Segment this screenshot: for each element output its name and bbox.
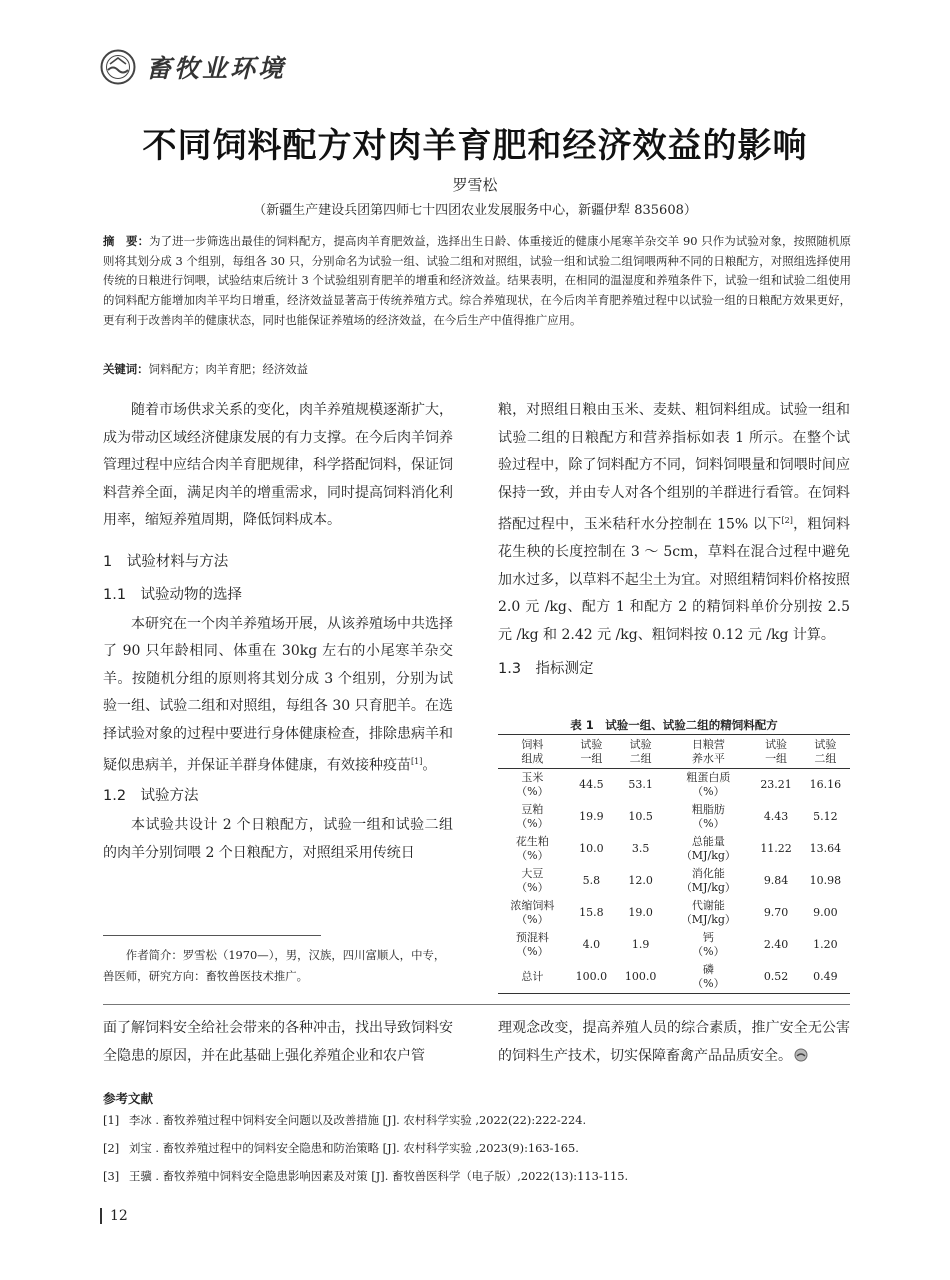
continued-right-column [498, 1015, 850, 1070]
table-cell: 10.5 [628, 810, 653, 823]
table-cell: 10.98 [809, 874, 842, 887]
intro-paragraph: 随着市场供求关系的变化，肉羊养殖规模逐渐扩大，成为带动区域经济健康发展的有力支撑。在今后肉羊饲养管理过程中应结合肉羊育肥规律，科学搭配饲料，保证饲料营养全面，满足肉羊的增重需求，同时提高饲料消化利用率，缩短养殖周期，降低饲料成本。 [103, 402, 453, 528]
table-cell: 0.49 [813, 970, 838, 983]
section-1-2-paragraph-cont [498, 397, 850, 649]
feed-formula-table [498, 734, 850, 994]
table-cell: 粗脂肪 （%） [691, 803, 725, 830]
table-row [498, 833, 850, 865]
table-row [498, 769, 850, 802]
keywords-text: 饲料配方；肉羊育肥；经济效益 [148, 362, 309, 376]
body-right-column [498, 397, 850, 689]
table-cell: 花生粕 （%） [515, 835, 549, 862]
section-1-1-text: 本研究在一个肉羊养殖场开展，从该养殖场中共选择了 90 只年龄相同、体重在 30kg 左右的小尾寒羊杂交羊。按随机分组的原则将其划分成 3 个组别，分别为试验一组、试验二组和对照组，每组各 30 只育肥羊。在选择试验对象的过程中要进行身体健康检查，排除患病羊和疑似患病羊，并保证羊群身体健康，有效接种疫苗 [103, 615, 453, 774]
table-cell: 100.0 [575, 970, 608, 983]
table-cell: 9.00 [813, 906, 838, 919]
table-cell: 11.22 [760, 842, 792, 855]
journal-logo [100, 46, 400, 88]
author-affiliation: （新疆生产建设兵团第四师七十四团农业发展服务中心，新疆伊犁 835608） [253, 203, 697, 218]
page-number-text: 12 [110, 1208, 128, 1224]
table-cell: 1.20 [813, 938, 838, 951]
table-cell: 2.40 [763, 938, 789, 951]
section-1-2-text-b: 粮，对照组日粮由玉米、麦麸、粗饲料组成。试验一组和试验二组的日粮配方和营养指标如表 1 所示。在整个试验过程中，除了饲料配方不同，饲料饲喂量和饲喂时间应保持一致，并由专人对各个组别的羊群进行看管。在饲料搭配过程中，玉米秸秆水分控制在 15% 以下 [498, 402, 850, 533]
section-1-1-end: 。 [422, 757, 437, 774]
table-cell: 15.8 [579, 906, 604, 919]
article-title: 不同饲料配方对肉羊育肥和经济效益的影响 [142, 126, 808, 166]
table-cell: 3.5 [631, 842, 650, 855]
section-1-1-heading: 1.1 试验动物的选择 [103, 586, 243, 603]
section-1-3-heading: 1.3 指标测定 [498, 661, 594, 678]
table-header-row [498, 735, 850, 769]
citation-2: [2] [781, 516, 793, 525]
reference-number: [3] [103, 1169, 120, 1183]
table-cell: 4.0 [582, 938, 601, 951]
reference-text: 刘宝 . 畜牧养殖过程中的饲料安全隐患和防治策略 [J]. 农村科学实验 ,2023(9):163-165. [129, 1141, 579, 1155]
table-caption: 表 1 试验一组、试验二组的精饲料配方 [570, 718, 778, 732]
journal-name: 畜牧业环境 [146, 54, 287, 83]
page-divider [103, 1004, 850, 1005]
table-cell: 消化能 （MJ/kg） [680, 867, 736, 894]
table-cell: 53.1 [628, 778, 653, 791]
table-cell: 12.0 [628, 874, 653, 887]
journal-emblem-icon [100, 49, 136, 85]
table-cell: 19.9 [579, 810, 604, 823]
page-number [100, 1208, 128, 1224]
table-cell: 10.0 [579, 842, 604, 855]
section-1-heading: 1 试验材料与方法 [103, 553, 229, 570]
table-cell: 13.64 [809, 842, 842, 855]
table-cell: 19.0 [628, 906, 653, 919]
table-cell: 100.0 [624, 970, 657, 983]
continued-right-text: 理观念改变，提高养殖人员的综合素质，推广安全无公害的饲料生产技术，切实保障畜禽产品品质安全。 [498, 1020, 850, 1064]
table-cell: 9.84 [763, 874, 789, 887]
header-cell: 试验 一组 [567, 735, 616, 769]
table-cell: 大豆 （%） [516, 867, 549, 894]
table-cell: 磷 （%） [692, 963, 725, 990]
header-cell: 试验 二组 [616, 735, 665, 769]
table-row [498, 897, 850, 929]
header-cell: 饲料 组成 [498, 735, 567, 769]
abstract-text: 为了进一步筛选出最佳的饲料配方，提高肉羊育肥效益，选择出生日龄、体重接近的健康小尾寒羊杂交羊 90 只作为试验对象，按照随机原则将其划分成 3 个组别，每组各 30 只，分别命名为试验一组、试验二组和对照组，试验一组和试验二组饲喂两种不同的日粮配方，对照组选择使用传统的日粮进行饲喂，试验结束后统计 3 个试验组别育肥羊的增重和经济效益。结果表明，在相同的温湿度和养殖条件下，试验一组和试验二组使用的饲料配方能增加肉羊平均日增重，经济效益显著高于传统养殖方式。综合养殖现状，在今后肉羊育肥养殖过程中以试验一组的日粮配方效果更好，更有利于改善肉羊的健康状态，同时也能保证养殖场的经济效益，在今后生产中值得推广应用。 [103, 234, 851, 327]
table-cell: 4.43 [763, 810, 789, 823]
page-number-bar [100, 1208, 102, 1224]
section-1-1-paragraph [103, 611, 453, 781]
reference-item [103, 1113, 850, 1141]
header-cell: 试验 二组 [801, 735, 850, 769]
table-cell: 1.9 [631, 938, 650, 951]
table-cell: 44.5 [579, 778, 604, 791]
table-cell: 5.8 [582, 874, 601, 887]
author-footnote: 作者简介：罗雪松（1970—），男，汉族，四川富顺人，中专，兽医师，研究方向：畜牧兽医技术推广。 [103, 948, 446, 983]
table-cell: 9.70 [763, 906, 789, 919]
footnote-divider [103, 935, 321, 936]
reference-number: [1] [103, 1113, 120, 1127]
continued-right-paragraph [498, 1015, 850, 1070]
keywords-label: 关键词： [103, 362, 149, 376]
body-left-column [103, 397, 453, 867]
table-row [498, 865, 850, 897]
table-row [498, 801, 850, 833]
abstract-label: 摘 要： [103, 234, 150, 248]
table-cell: 代谢能 （MJ/kg） [680, 899, 736, 926]
reference-item [103, 1169, 850, 1197]
table-cell: 5.12 [813, 810, 838, 823]
continued-left-column [103, 1015, 453, 1070]
table-cell: 玉米 （%） [516, 771, 549, 798]
reference-text: 李冰 . 畜牧养殖过程中饲料安全问题以及改善措施 [J]. 农村科学实验 ,2022(22):222-224. [129, 1113, 587, 1127]
reference-item [103, 1141, 850, 1169]
abstract [103, 232, 851, 331]
table-cell: 豆粕 （%） [516, 803, 549, 830]
table-cell: 0.52 [763, 970, 789, 983]
table-cell: 浓缩饲料 （%） [510, 899, 555, 926]
table-cell: 23.21 [760, 778, 792, 791]
header-cell: 日粮营 养水平 [665, 735, 751, 769]
keywords [103, 360, 851, 379]
article-end-icon [794, 1048, 808, 1062]
reference-text: 王骥 . 畜牧养殖中饲料安全隐患影响因素及对策 [J]. 畜牧兽医科学（电子版）,2022(13):113-115. [129, 1169, 629, 1183]
references-heading: 参考文献 [103, 1091, 154, 1106]
section-1-2-heading: 1.2 试验方法 [103, 788, 199, 805]
table-1 [498, 716, 850, 994]
table-row [498, 929, 850, 961]
section-1-2-text-c: ，粗饲料花生秧的长度控制在 3 ～ 5cm，草料在混合过程中避免加水过多，以草料不起尘土为宜。对照组精饲料价格按照 2.0 元 /kg、配方 1 和配方 2 的精饲料单价分别按 2.5 元 /kg 和 2.42 元 /kg、粗饲料按 0.12 元 /kg 计算。 [498, 516, 850, 643]
continued-left-text: 面了解饲料安全给社会带来的各种冲击，找出导致饲料安全隐患的原因，并在此基础上强化养殖企业和农户管 [103, 1020, 453, 1064]
table-cell: 16.16 [809, 778, 842, 791]
table-cell: 钙 （%） [692, 931, 725, 958]
references-list [103, 1113, 850, 1197]
table-cell: 预混料 （%） [515, 931, 549, 958]
table-cell: 粗蛋白质 （%） [686, 771, 731, 798]
section-1-2-paragraph-start: 本试验共设计 2 个日粮配方，试验一组和试验二组的肉羊分别饲喂 2 个日粮配方，对照组采用传统日 [103, 817, 453, 861]
header-cell: 试验 一组 [751, 735, 800, 769]
citation-1: [1] [411, 757, 423, 766]
article-author: 罗雪松 [452, 176, 498, 194]
table-cell: 总计 [521, 970, 544, 983]
table-cell: 总能量 （MJ/kg） [680, 835, 736, 862]
reference-number: [2] [103, 1141, 120, 1155]
table-row [498, 961, 850, 994]
